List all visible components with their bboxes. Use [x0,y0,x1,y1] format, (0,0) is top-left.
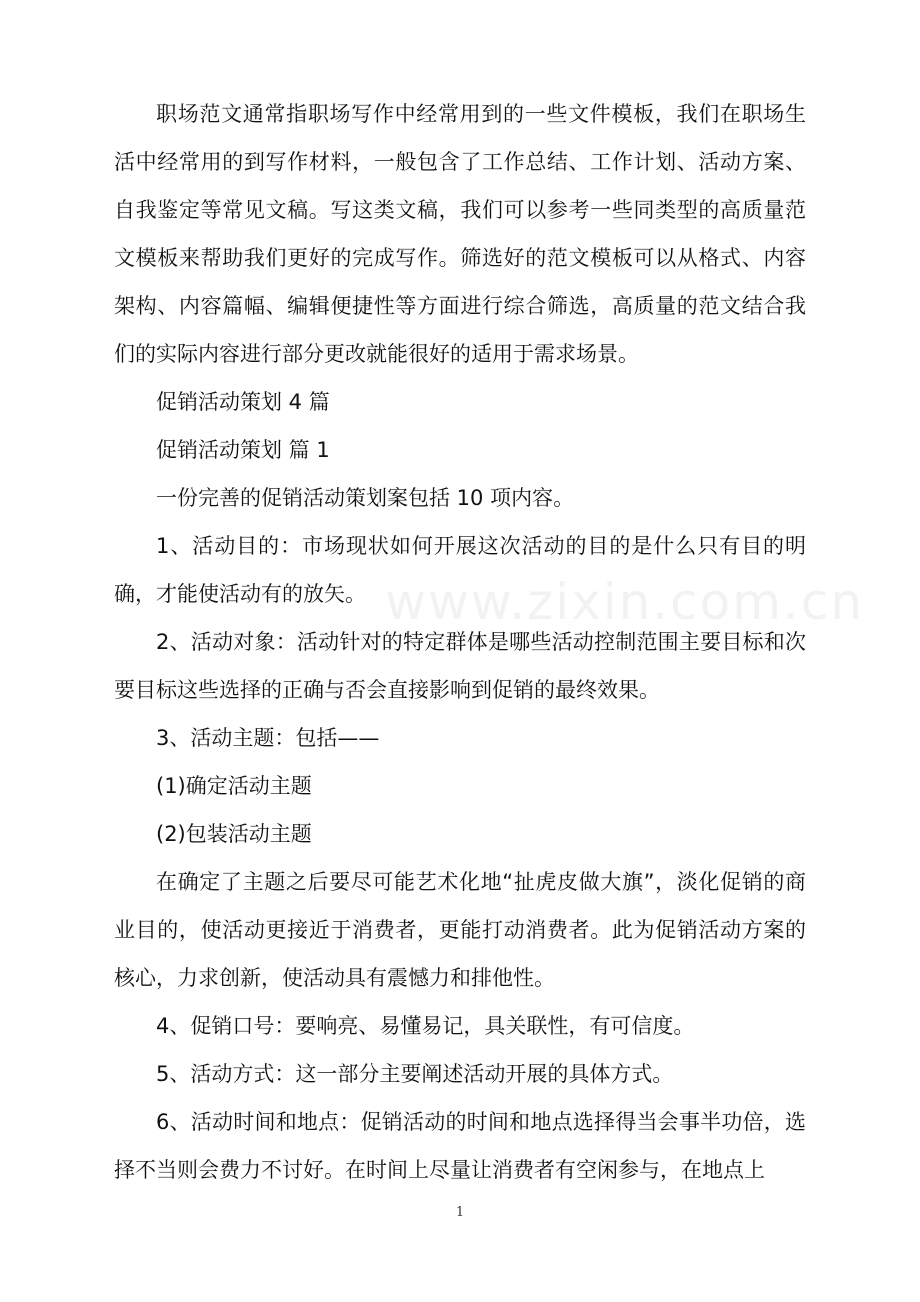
body-paragraph: 在确定了主题之后要尽可能艺术化地“扯虎皮做大旗”，淡化促销的商业目的，使活动更接近于消费者，更能打动消费者。此为促销活动方案的核心，力求创新，使活动具有震憾力和排他性。 [114,870,806,990]
list-item: 4、促销口号：要响亮、易懂易记，具关联性，有可信度。 [156,1014,695,1038]
sub-list-item: (1)确定活动主题 [156,774,312,798]
document-body [114,90,806,1194]
intro-paragraph: 职场范文通常指职场写作中经常用到的一些文件模板，我们在职场生活中经常用的到写作材料，一般包含了工作总结、工作计划、活动方案、自我鉴定等常见文稿。写这类文稿，我们可以参考一些同类型的高质量范文模板来帮助我们更好的完成写作。筛选好的范文模板可以从格式、内容架构、内容篇幅、编辑便捷性等方面进行综合筛选，高质量的范文结合我们的实际内容进行部分更改就能很好的适用于需求场景。 [114,102,806,366]
list-item: 3、活动主题：包括—— [156,726,380,750]
list-item: 5、活动方式：这一部分主要阐述活动开展的具体方式。 [156,1062,674,1086]
watermark: www.zixin.com.cn [385,573,865,631]
sub-list-item: (2)包装活动主题 [156,822,312,846]
body-paragraph: 一份完善的促销活动策划案包括 10 项内容。 [156,486,575,510]
page-number: 1 [455,1205,465,1220]
document-title: 促销活动策划 4 篇 [156,390,330,414]
list-item: 2、活动对象：活动针对的特定群体是哪些活动控制范围主要目标和次要目标这些选择的正确与否会直接影响到促销的最终效果。 [114,630,806,702]
list-item: 1、活动目的：市场现状如何开展这次活动的目的是什么只有目的明确，才能使活动有的放矢。 [114,534,806,606]
section-heading: 促销活动策划 篇 1 [156,438,330,462]
list-item: 6、活动时间和地点：促销活动的时间和地点选择得当会事半功倍，选择不当则会费力不讨好。在时间上尽量让消费者有空闲参与，在地点上 [114,1110,806,1182]
